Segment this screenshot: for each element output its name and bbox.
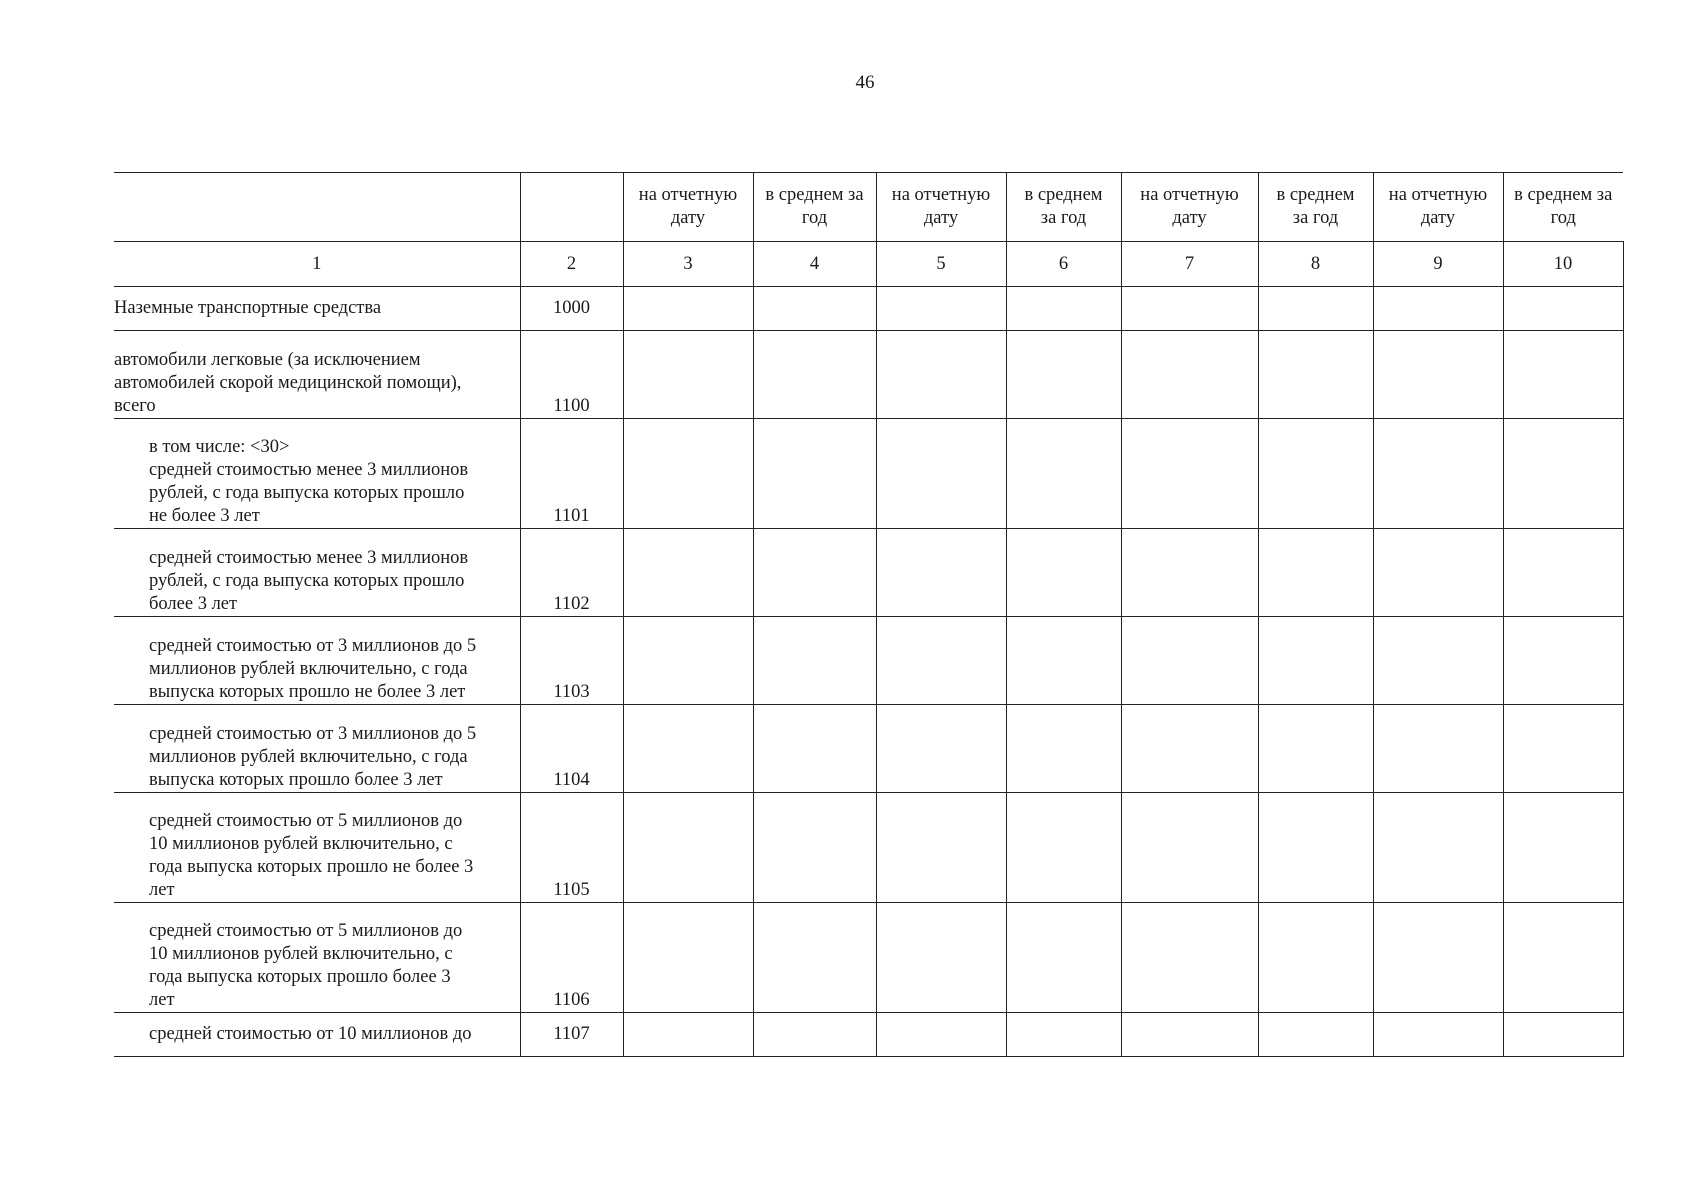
row-name-line: лет [149,880,175,900]
value-cell-col-3[interactable] [623,331,753,419]
header-cell-text: на отчетную [638,185,738,205]
value-cell-col-6[interactable] [1006,419,1121,529]
value-cell-col-7[interactable] [1121,793,1258,903]
header-cell-1 [114,173,520,242]
row-name-line: средней стоимостью менее 3 миллионов [149,460,469,480]
value-cell-col-8[interactable] [1258,287,1373,331]
table-row [114,793,1623,903]
value-cell-col-8[interactable] [1258,1013,1373,1057]
value-cell-col-8[interactable] [1258,331,1373,419]
value-cell-col-3[interactable] [623,793,753,903]
value-cell-col-9[interactable] [1373,903,1503,1013]
table-row [114,529,1623,617]
header-cell-text: за год [1040,208,1087,228]
value-cell-col-10[interactable] [1503,419,1623,529]
row-name-line: миллионов рублей включительно, с года [149,747,468,767]
row-code: 1105 [520,793,623,903]
row-code: 1000 [520,287,623,331]
header-cell-4 [753,173,876,242]
row-name-line: рублей, с года выпуска которых прошло [149,571,465,591]
header-cell-8 [1258,173,1373,242]
value-cell-col-5[interactable] [876,617,1006,705]
value-cell-col-10[interactable] [1503,331,1623,419]
value-cell-col-6[interactable] [1006,903,1121,1013]
value-cell-col-3[interactable] [623,705,753,793]
value-cell-col-10[interactable] [1503,793,1623,903]
column-number-7: 7 [1121,242,1258,287]
row-indicator-name [114,793,520,903]
column-number-3: 3 [623,242,753,287]
value-cell-col-5[interactable] [876,1013,1006,1057]
header-cell-text: в среднем за [765,185,864,205]
value-cell-col-4[interactable] [753,903,876,1013]
value-cell-col-5[interactable] [876,793,1006,903]
value-cell-col-9[interactable] [1373,793,1503,903]
page-number: 46 [855,72,875,93]
value-cell-col-10[interactable] [1503,705,1623,793]
header-cell-6 [1006,173,1121,242]
row-name-line: 10 миллионов рублей включительно, с [149,944,453,964]
table-row [114,287,1623,331]
row-name-line: рублей, с года выпуска которых прошло [149,483,465,503]
row-name-line: средней стоимостью от 5 миллионов до [149,921,463,941]
row-indicator-name [114,617,520,705]
value-cell-col-3[interactable] [623,1013,753,1057]
row-name-line: года выпуска которых прошло более 3 [149,967,451,987]
row-name-line: не более 3 лет [149,506,260,526]
header-row [114,173,1623,242]
row-name-line: автомобилей скорой медицинской помощи), [114,373,462,393]
row-name-line: всего [114,396,156,416]
row-code: 1100 [520,331,623,419]
value-cell-col-6[interactable] [1006,793,1121,903]
value-cell-col-7[interactable] [1121,705,1258,793]
value-cell-col-10[interactable] [1503,1013,1623,1057]
value-cell-col-4[interactable] [753,529,876,617]
value-cell-col-10[interactable] [1503,529,1623,617]
value-cell-col-5[interactable] [876,903,1006,1013]
value-cell-col-4[interactable] [753,617,876,705]
header-cell-text: на отчетную [891,185,991,205]
column-number-2: 2 [520,242,623,287]
value-cell-col-3[interactable] [623,529,753,617]
header-cell-3 [623,173,753,242]
value-cell-col-4[interactable] [753,331,876,419]
header-cell-5 [876,173,1006,242]
table-row [114,1013,1623,1057]
table-row [114,419,1623,529]
header-cell-text: дату [1172,208,1207,228]
value-cell-col-9[interactable] [1373,419,1503,529]
value-cell-col-6[interactable] [1006,529,1121,617]
header-cell-text: за год [1292,208,1339,228]
row-name-line: года выпуска которых прошло не более 3 [149,857,474,877]
row-name-line: средней стоимостью менее 3 миллионов [149,548,469,568]
value-cell-col-7[interactable] [1121,331,1258,419]
row-code: 1106 [520,903,623,1013]
value-cell-col-8[interactable] [1258,419,1373,529]
value-cell-col-9[interactable] [1373,287,1503,331]
value-cell-col-6[interactable] [1006,331,1121,419]
header-cell-9 [1373,173,1503,242]
column-number-4: 4 [753,242,876,287]
header-cell-text: год [801,208,828,228]
column-number-10: 10 [1503,242,1623,287]
value-cell-col-5[interactable] [876,287,1006,331]
row-code: 1104 [520,705,623,793]
value-cell-col-3[interactable] [623,617,753,705]
value-cell-col-7[interactable] [1121,529,1258,617]
value-cell-col-3[interactable] [623,287,753,331]
row-name-line: Наземные транспортные средства [114,298,382,318]
row-code: 1102 [520,529,623,617]
value-cell-col-7[interactable] [1121,419,1258,529]
header-cell-text: в среднем [1024,185,1103,205]
row-name-line: выпуска которых прошло не более 3 лет [149,682,466,702]
column-number-9: 9 [1373,242,1503,287]
header-cell-text: год [1550,208,1576,228]
column-number-6: 6 [1006,242,1121,287]
value-cell-col-9[interactable] [1373,529,1503,617]
row-name-line: 10 миллионов рублей включительно, с [149,834,453,854]
value-cell-col-4[interactable] [753,287,876,331]
row-indicator-name [114,903,520,1013]
header-cell-text: дату [923,208,959,228]
column-number-row [114,242,1623,287]
value-cell-col-3[interactable] [623,419,753,529]
header-cell-text: дату [1420,208,1456,228]
value-cell-col-9[interactable] [1373,331,1503,419]
value-cell-col-9[interactable] [1373,1013,1503,1057]
header-cell-text: на отчетную [1388,185,1488,205]
header-cell-text: дату [670,208,706,228]
row-name-line: средней стоимостью от 10 миллионов до [149,1024,472,1044]
value-cell-col-10[interactable] [1503,617,1623,705]
row-indicator-name [114,705,520,793]
row-name-line: средней стоимостью от 3 миллионов до 5 [149,724,477,744]
row-name-line: в том числе: <30> [149,437,290,457]
column-number-5: 5 [876,242,1006,287]
value-cell-col-4[interactable] [753,705,876,793]
row-name-line: более 3 лет [149,594,238,614]
value-cell-col-4[interactable] [753,1013,876,1057]
row-code: 1103 [520,617,623,705]
value-cell-col-8[interactable] [1258,903,1373,1013]
value-cell-col-5[interactable] [876,705,1006,793]
row-code: 1107 [520,1013,623,1057]
header-cell-text: в среднем за [1514,185,1613,205]
value-cell-col-7[interactable] [1121,617,1258,705]
value-cell-col-7[interactable] [1121,287,1258,331]
row-name-line: средней стоимостью от 5 миллионов до [149,811,463,831]
value-cell-col-8[interactable] [1258,529,1373,617]
row-indicator-name [114,529,520,617]
header-cell-7 [1121,173,1258,242]
column-number-8: 8 [1258,242,1373,287]
value-cell-col-6[interactable] [1006,617,1121,705]
table-body [114,287,1623,1057]
table-row [114,903,1623,1013]
row-name-line: миллионов рублей включительно, с года [149,659,468,679]
row-indicator-name [114,1013,520,1057]
header-cell-text: в среднем [1276,185,1355,205]
report-table [114,172,1624,1057]
value-cell-col-7[interactable] [1121,1013,1258,1057]
value-cell-col-5[interactable] [876,331,1006,419]
value-cell-col-6[interactable] [1006,287,1121,331]
value-cell-col-10[interactable] [1503,287,1623,331]
value-cell-col-5[interactable] [876,419,1006,529]
value-cell-col-7[interactable] [1121,903,1258,1013]
value-cell-col-8[interactable] [1258,793,1373,903]
table-row [114,705,1623,793]
value-cell-col-6[interactable] [1006,1013,1121,1057]
value-cell-col-4[interactable] [753,793,876,903]
row-name-line: лет [149,990,175,1010]
value-cell-col-6[interactable] [1006,705,1121,793]
value-cell-col-9[interactable] [1373,617,1503,705]
table-row [114,617,1623,705]
value-cell-col-4[interactable] [753,419,876,529]
header-cell-10 [1503,173,1623,242]
row-name-line: автомобили легковые (за исключением [114,350,421,370]
value-cell-col-3[interactable] [623,903,753,1013]
value-cell-col-5[interactable] [876,529,1006,617]
row-name-line: средней стоимостью от 3 миллионов до 5 [149,636,477,656]
row-indicator-name [114,287,520,331]
value-cell-col-10[interactable] [1503,903,1623,1013]
header-cell-2 [520,173,623,242]
row-indicator-name [114,419,520,529]
header-cell-text: на отчетную [1140,185,1239,205]
value-cell-col-8[interactable] [1258,705,1373,793]
table-row [114,331,1623,419]
row-name-line: выпуска которых прошло более 3 лет [149,770,443,790]
row-indicator-name [114,331,520,419]
row-code: 1101 [520,419,623,529]
value-cell-col-8[interactable] [1258,617,1373,705]
value-cell-col-9[interactable] [1373,705,1503,793]
column-number-1: 1 [114,242,520,287]
